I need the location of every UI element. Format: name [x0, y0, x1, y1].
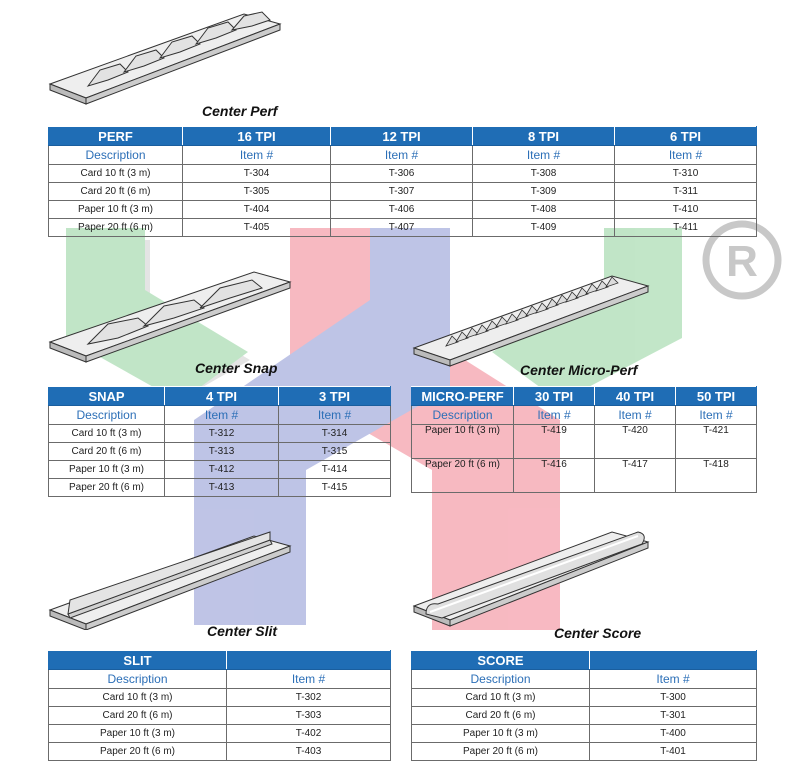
item-number: T-402 [227, 725, 391, 743]
row-description: Paper 10 ft (3 m) [412, 425, 514, 459]
row-description: Paper 20 ft (6 m) [49, 743, 227, 761]
item-number: T-421 [676, 425, 757, 459]
row-description: Paper 10 ft (3 m) [49, 461, 165, 479]
item-number: T-414 [279, 461, 391, 479]
item-number: T-415 [279, 479, 391, 497]
center-snap-illustration [48, 260, 298, 370]
table-row [49, 707, 391, 725]
item-number: T-303 [227, 707, 391, 725]
table-row [49, 183, 757, 201]
item-subheader: Item # [595, 406, 676, 425]
item-number: T-410 [615, 201, 757, 219]
item-subheader: Item # [331, 146, 473, 165]
item-subheader: Item # [514, 406, 595, 425]
table-row [49, 443, 391, 461]
row-description: Card 20 ft (6 m) [49, 443, 165, 461]
item-number: T-404 [183, 201, 331, 219]
description-subheader: Description [49, 670, 227, 689]
svg-text:R: R [726, 237, 758, 286]
row-description: Paper 10 ft (3 m) [412, 725, 590, 743]
item-number: T-313 [165, 443, 279, 461]
item-number: T-310 [615, 165, 757, 183]
row-description: Paper 20 ft (6 m) [412, 459, 514, 493]
tpi-header: 8 TPI [473, 127, 615, 146]
table-row [49, 461, 391, 479]
row-description: Card 10 ft (3 m) [49, 165, 183, 183]
item-number: T-400 [590, 725, 757, 743]
item-number: T-412 [165, 461, 279, 479]
item-number: T-403 [227, 743, 391, 761]
snap-table [48, 386, 391, 497]
table-row [49, 219, 757, 237]
item-number: T-419 [514, 425, 595, 459]
item-number: T-401 [590, 743, 757, 761]
table-row [49, 725, 391, 743]
perf-header: PERF [49, 127, 183, 146]
item-number: T-308 [473, 165, 615, 183]
description-subheader: Description [412, 406, 514, 425]
blank-header [590, 651, 757, 670]
item-number: T-304 [183, 165, 331, 183]
center-perf-illustration [48, 0, 288, 110]
center-slit-caption: Center Slit [207, 623, 278, 639]
tpi-header: 6 TPI [615, 127, 757, 146]
item-subheader: Item # [279, 406, 391, 425]
center-micro-perf-caption: Center Micro-Perf [520, 362, 638, 378]
item-number: T-309 [473, 183, 615, 201]
table-row [412, 425, 757, 459]
item-number: T-413 [165, 479, 279, 497]
row-description: Paper 20 ft (6 m) [412, 743, 590, 761]
tpi-header: 16 TPI [183, 127, 331, 146]
item-subheader: Item # [165, 406, 279, 425]
table-row [412, 743, 757, 761]
table-row [412, 725, 757, 743]
item-number: T-408 [473, 201, 615, 219]
center-slit-illustration [48, 530, 298, 630]
row-description: Card 20 ft (6 m) [49, 707, 227, 725]
tpi-header: 50 TPI [676, 387, 757, 406]
micro-perf-table [411, 386, 757, 493]
item-number: T-312 [165, 425, 279, 443]
table-row [412, 689, 757, 707]
center-score-caption: Center Score [554, 625, 642, 641]
row-description: Paper 20 ft (6 m) [49, 219, 183, 237]
row-description: Card 20 ft (6 m) [412, 707, 590, 725]
item-number: T-315 [279, 443, 391, 461]
item-number: T-416 [514, 459, 595, 493]
row-description: Card 20 ft (6 m) [49, 183, 183, 201]
item-number: T-300 [590, 689, 757, 707]
table-row [412, 459, 757, 493]
tpi-header: 4 TPI [165, 387, 279, 406]
center-perf-caption: Center Perf [202, 103, 278, 119]
item-number: T-418 [676, 459, 757, 493]
item-number: T-406 [331, 201, 473, 219]
item-number: T-307 [331, 183, 473, 201]
snap-header: SNAP [49, 387, 165, 406]
row-description: Card 10 ft (3 m) [49, 689, 227, 707]
item-number: T-301 [590, 707, 757, 725]
table-row [49, 425, 391, 443]
description-subheader: Description [49, 406, 165, 425]
table-row [49, 689, 391, 707]
item-number: T-420 [595, 425, 676, 459]
table-row [49, 165, 757, 183]
item-number: T-314 [279, 425, 391, 443]
item-number: T-302 [227, 689, 391, 707]
item-number: T-411 [615, 219, 757, 237]
center-score-illustration [412, 528, 652, 628]
center-micro-perf-illustration [412, 270, 652, 370]
description-subheader: Description [49, 146, 183, 165]
blank-header [227, 651, 391, 670]
item-subheader: Item # [473, 146, 615, 165]
item-subheader: Item # [615, 146, 757, 165]
row-description: Card 10 ft (3 m) [412, 689, 590, 707]
item-subheader: Item # [590, 670, 757, 689]
slit-header: SLIT [49, 651, 227, 670]
row-description: Paper 20 ft (6 m) [49, 479, 165, 497]
item-subheader: Item # [183, 146, 331, 165]
center-snap-caption: Center Snap [195, 360, 278, 376]
item-number: T-311 [615, 183, 757, 201]
row-description: Paper 10 ft (3 m) [49, 725, 227, 743]
table-row [49, 201, 757, 219]
table-row [49, 479, 391, 497]
micro-perf-header: MICRO-PERF [412, 387, 514, 406]
table-row [49, 743, 391, 761]
item-number: T-407 [331, 219, 473, 237]
score-table [411, 650, 757, 761]
tpi-header: 40 TPI [595, 387, 676, 406]
tpi-header: 3 TPI [279, 387, 391, 406]
tpi-header: 12 TPI [331, 127, 473, 146]
description-subheader: Description [412, 670, 590, 689]
item-subheader: Item # [676, 406, 757, 425]
tpi-header: 30 TPI [514, 387, 595, 406]
item-number: T-409 [473, 219, 615, 237]
row-description: Paper 10 ft (3 m) [49, 201, 183, 219]
item-number: T-306 [331, 165, 473, 183]
item-number: T-305 [183, 183, 331, 201]
item-number: T-417 [595, 459, 676, 493]
item-number: T-405 [183, 219, 331, 237]
item-subheader: Item # [227, 670, 391, 689]
row-description: Card 10 ft (3 m) [49, 425, 165, 443]
perf-table [48, 126, 757, 237]
table-row [412, 707, 757, 725]
slit-table [48, 650, 391, 761]
score-header: SCORE [412, 651, 590, 670]
